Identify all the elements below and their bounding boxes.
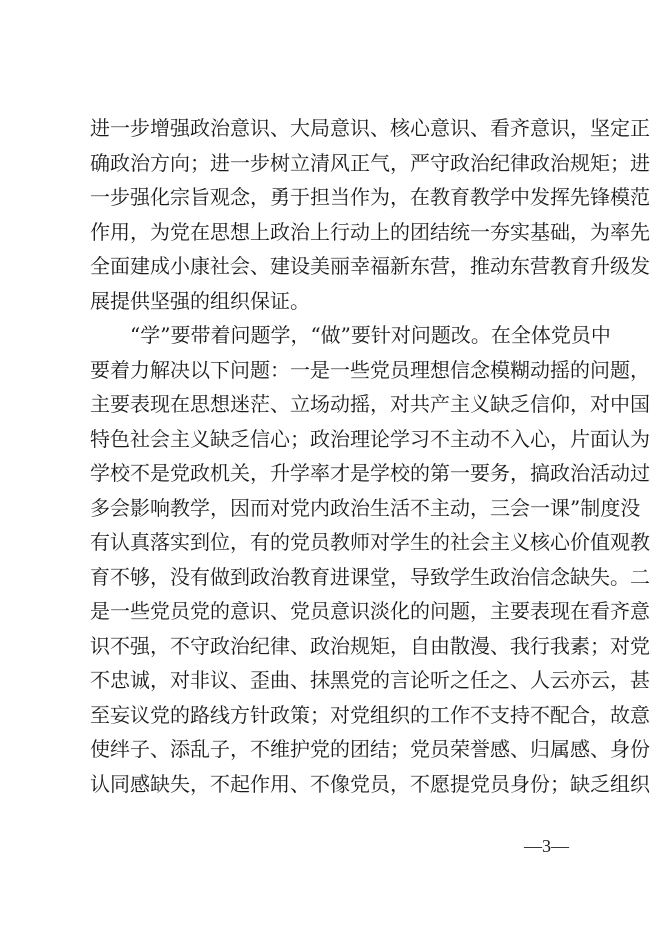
text-line: 要着力解决以下问题：一是一些党员理想信念模糊动摇的问题，: [90, 357, 650, 382]
text-line: 进一步增强政治意识、大局意识、核心意识、看齐意识，坚定正: [90, 116, 650, 140]
body-text: [90, 111, 650, 801]
text-line: 至妄议党的路线方针政策；对党组织的工作不支持不配合，故意: [90, 702, 650, 727]
text-line: 识不强，不守政治纪律、政治规矩，自由散漫、我行我素；对党: [90, 633, 650, 658]
text-line: 学校不是党政机关，升学率才是学校的第一要务，搞政治活动过: [90, 461, 650, 485]
text-line: 特色社会主义缺乏信心；政治理论学习不主动不入心，片面认为: [90, 426, 650, 451]
text-line: 主要表现在思想迷茫、立场动摇，对共产主义缺乏信仰，对中国: [90, 392, 650, 416]
text-line: 认同感缺失，不起作用、不像党员，不愿提党员身份；缺乏组织: [90, 771, 650, 796]
text-line: 作用，为党在思想上政治上行动上的团结统一夯实基础，为率先: [90, 219, 650, 244]
text-line: 展提供坚强的组织保证。: [90, 288, 310, 313]
text-line: 使绊子、添乱子，不维护党的团结；党员荣誉感、归属感、身份: [90, 737, 650, 761]
text-line: 育不够，没有做到政治教育进课堂，导致学生政治信念缺失。二: [90, 564, 650, 589]
page-number: —3—: [524, 836, 569, 856]
paragraph-2: [90, 318, 650, 801]
text-line: 多会影响教学，因而对党内政治生活不主动，三会一课”制度没: [90, 495, 641, 520]
text-line: 确政治方向；进一步树立清风正气，严守政治纪律政治规矩；进: [90, 150, 650, 175]
text-line: 全面建成小康社会、建设美丽幸福新东营，推动东营教育升级发: [90, 254, 650, 278]
text-line: 有认真落实到位，有的党员教师对学生的社会主义核心价值观教: [90, 530, 650, 554]
text-line: “学”要带着问题学，“做”要针对问题改。在全体党员中: [130, 323, 611, 347]
text-line: 一步强化宗旨观念，勇于担当作为，在教育教学中发挥先锋模范: [90, 185, 650, 209]
text-line: 是一些党员党的意识、党员意识淡化的问题，主要表现在看齐意: [90, 599, 650, 623]
text-line: 不忠诚，对非议、歪曲、抹黑党的言论听之任之、人云亦云，甚: [90, 668, 650, 692]
paragraph-1: [90, 111, 650, 318]
